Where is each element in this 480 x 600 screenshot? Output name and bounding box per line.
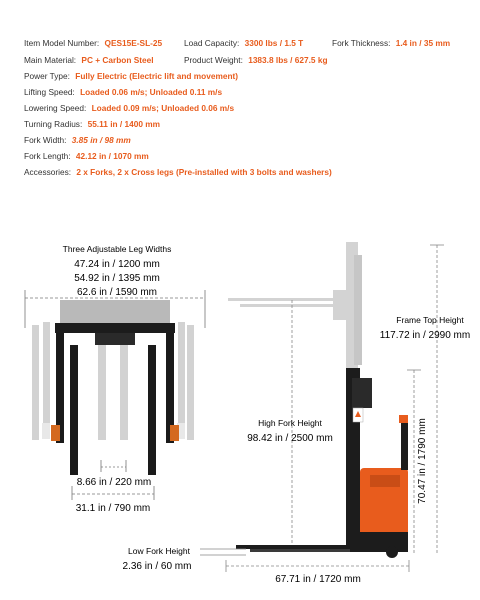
load-capacity-label: Load Capacity: <box>184 38 240 48</box>
main-material-label: Main Material: <box>24 55 77 65</box>
inner-width-value: 8.66 in / 220 mm <box>76 477 152 488</box>
lifting-speed-label: Lifting Speed: <box>24 87 75 97</box>
ghost-fork-upper <box>228 298 346 301</box>
ghost-fork-lower <box>240 304 346 307</box>
turning-radius-value: 55.11 in / 1400 mm <box>87 119 160 129</box>
mast-height-value: 70.47 in / 1790 mm <box>417 418 428 504</box>
ghost-carriage <box>333 290 347 320</box>
fork-thickness-value: 1.4 in / 35 mm <box>395 38 451 48</box>
low-fork-label: Low Fork Height <box>128 546 190 556</box>
fork-thickness-label: Fork Thickness: <box>332 38 391 48</box>
main-material-value: PC + Carbon Steel <box>81 55 154 65</box>
leg-base <box>250 549 350 552</box>
product-weight-label: Product Weight: <box>184 55 243 65</box>
frame-top-label: Frame Top Height <box>396 315 464 325</box>
load-capacity-value: 3300 lbs / 1.5 T <box>244 38 304 48</box>
ghost-mast-rail <box>354 255 362 365</box>
fork-lowered <box>236 545 350 549</box>
accessories-label: Accessories: <box>24 167 72 177</box>
frame-top-value: 117.72 in / 2990 mm <box>379 330 471 341</box>
mast-head <box>352 378 372 408</box>
outer-width-value: 31.1 in / 790 mm <box>75 503 151 514</box>
accessories-value: 2 x Forks, 2 x Cross legs (Pre-installed with 3 bolts and washers) <box>76 167 332 177</box>
fork-width-value: 3.85 in / 98 mm <box>71 135 131 145</box>
fork-length-label: Fork Length: <box>24 151 71 161</box>
power-type-value: Fully Electric (Electric lift and movement) <box>75 71 239 81</box>
tiller-head <box>399 415 408 423</box>
item-model-value: QES15E-SL-25 <box>104 38 163 48</box>
power-type-label: Power Type: <box>24 71 70 81</box>
turning-radius-label: Turning Radius: <box>24 119 83 129</box>
front-view-title: Three Adjustable Leg Widths <box>62 244 172 254</box>
fork-length-value: 42.12 in / 1070 mm <box>75 151 149 161</box>
fork-width-label: Fork Width: <box>24 135 67 145</box>
item-model-label: Item Model Number: <box>24 38 100 48</box>
lowering-speed-value: Loaded 0.09 m/s; Unloaded 0.06 m/s <box>91 103 235 113</box>
low-fork-value: 2.36 in / 60 mm <box>122 561 192 572</box>
leg-width-3: 62.6 in / 1590 mm <box>76 287 158 298</box>
power-unit-top <box>370 475 400 487</box>
length-value: 67.71 in / 1720 mm <box>275 574 361 585</box>
high-fork-label: High Fork Height <box>258 418 322 428</box>
leg-width-1: 47.24 in / 1200 mm <box>74 259 160 270</box>
drive-wheel <box>386 546 398 558</box>
power-unit-base <box>360 532 408 552</box>
lifting-speed-value: Loaded 0.06 m/s; Unloaded 0.11 m/s <box>80 87 223 97</box>
leg-width-2: 54.92 in / 1395 mm <box>74 273 160 284</box>
product-weight-value: 1383.8 lbs / 627.5 kg <box>248 55 328 65</box>
lowering-speed-label: Lowering Speed: <box>24 103 87 113</box>
ghost-raised-mast <box>228 242 362 372</box>
high-fork-value: 98.42 in / 2500 mm <box>247 433 333 444</box>
tiller-handle <box>401 418 408 470</box>
